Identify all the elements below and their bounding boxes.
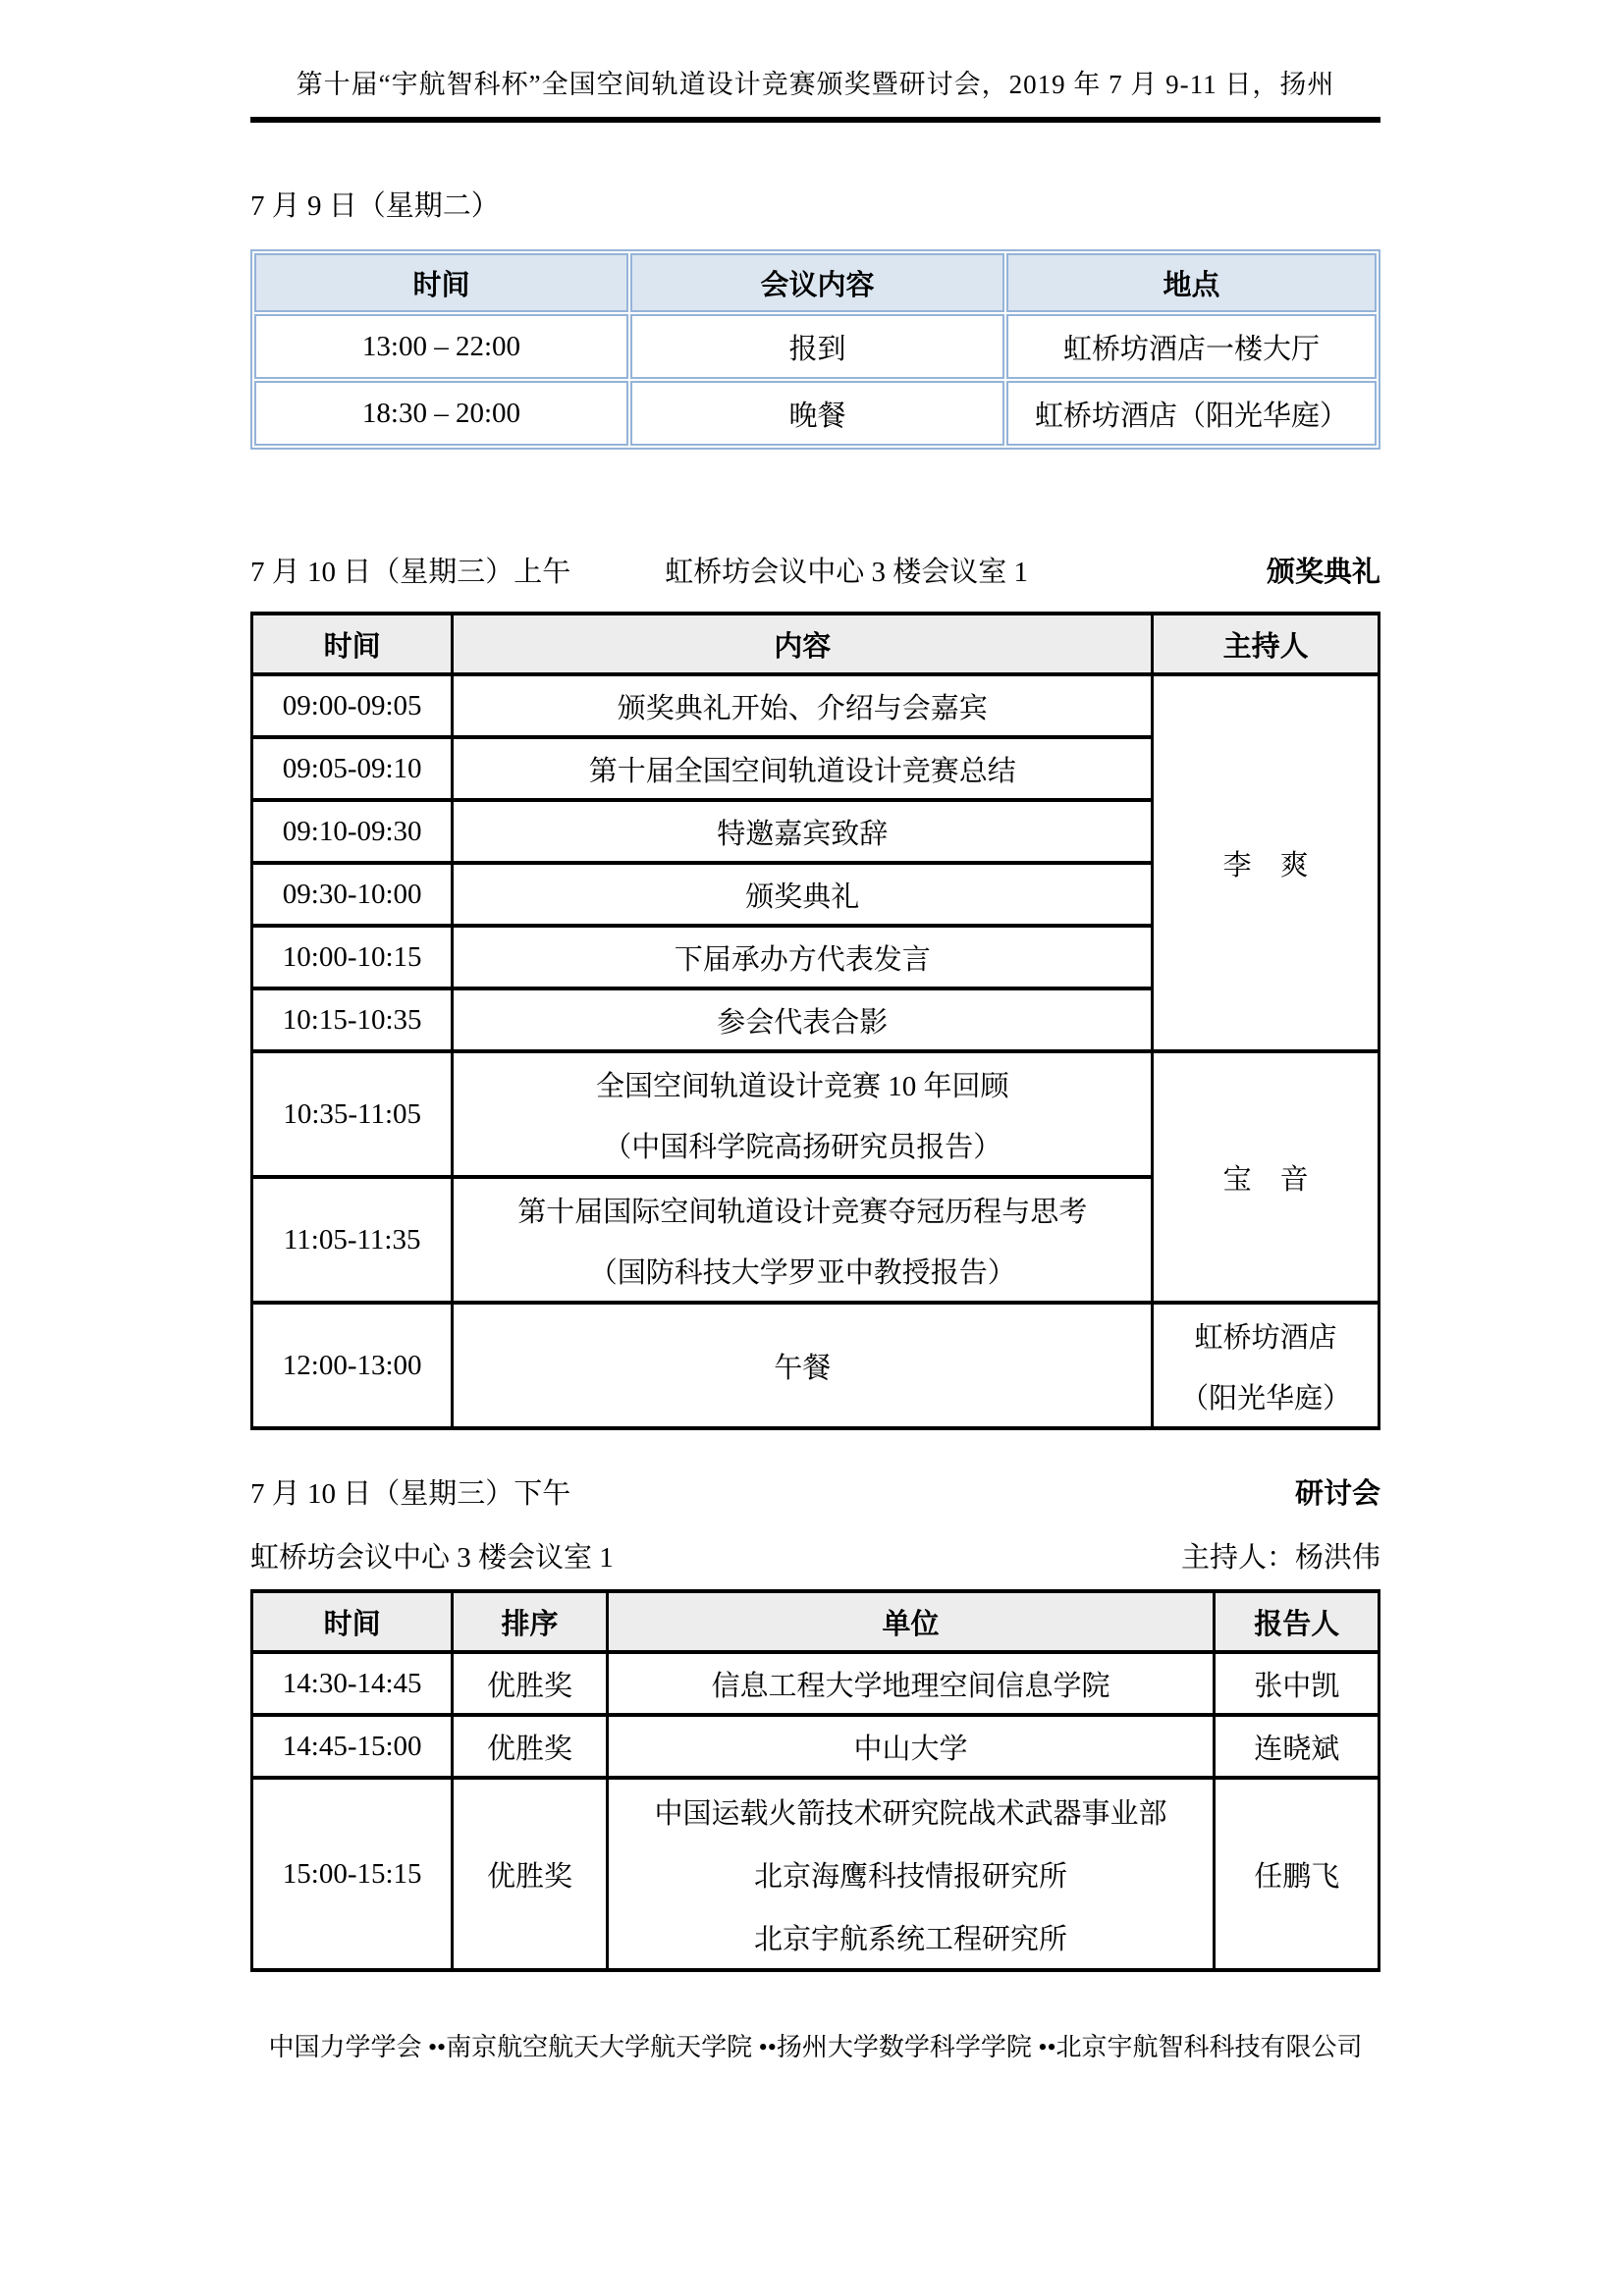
cell-time: 11:05-11:35 bbox=[252, 1177, 453, 1303]
organization-line: 中国运载火箭技术研究院战术武器事业部 bbox=[654, 1797, 1167, 1830]
cell-content bbox=[453, 1177, 1153, 1303]
col-header-time: 时间 bbox=[252, 1591, 453, 1652]
cell-time: 09:10-09:30 bbox=[252, 800, 453, 863]
page-header-title: 第十届“宇航智科杯”全国空间轨道设计竞赛颁奖暨研讨会，2019 年 7 月 9-11 日，扬州 bbox=[296, 70, 1335, 99]
cell-organization: 信息工程大学地理空间信息学院 bbox=[607, 1652, 1215, 1715]
cell-lunch-location bbox=[1153, 1303, 1380, 1428]
table-row bbox=[252, 1051, 1380, 1177]
location-line: （阳光华庭） bbox=[1180, 1382, 1352, 1415]
col-header-time: 时间 bbox=[254, 253, 628, 312]
table-row bbox=[252, 1652, 1380, 1715]
cell-location: 虹桥坊酒店一楼大厅 bbox=[1006, 314, 1377, 379]
ceremony-label: 颁奖典礼 bbox=[1266, 557, 1380, 588]
section-seminar-subtitle bbox=[250, 1535, 1380, 1575]
cell-award: 优胜奖 bbox=[453, 1715, 607, 1778]
cell-time: 14:30-14:45 bbox=[252, 1652, 453, 1715]
cell-time: 15:00-15:15 bbox=[252, 1778, 453, 1970]
seminar-date: 7 月 10 日（星期三）下午 bbox=[250, 1478, 571, 1510]
col-header-presenter: 报告人 bbox=[1215, 1591, 1380, 1652]
cell-organization: 中山大学 bbox=[607, 1715, 1215, 1778]
cell-organization bbox=[607, 1778, 1215, 1970]
ceremony-venue: 虹桥坊会议中心 3 楼会议室 1 bbox=[665, 557, 1029, 588]
table-header-row bbox=[254, 253, 1377, 312]
cell-award: 优胜奖 bbox=[453, 1778, 607, 1970]
cell-time: 09:30-10:00 bbox=[252, 863, 453, 926]
cell-content: 颁奖典礼 bbox=[453, 863, 1153, 926]
cell-content: 特邀嘉宾致辞 bbox=[453, 800, 1153, 863]
cell-moderator: 李 爽 bbox=[1153, 674, 1380, 1051]
cell-time: 09:05-09:10 bbox=[252, 737, 453, 800]
table-row bbox=[252, 1778, 1380, 1970]
cell-presenter: 张中凯 bbox=[1215, 1652, 1380, 1715]
cell-content: 午餐 bbox=[453, 1303, 1153, 1428]
col-header-meeting-content: 会议内容 bbox=[630, 253, 1004, 312]
seminar-schedule-table bbox=[250, 1589, 1380, 1972]
cell-location: 虹桥坊酒店（阳光华庭） bbox=[1006, 381, 1377, 446]
day1-schedule-table bbox=[250, 249, 1380, 450]
col-header-time: 时间 bbox=[252, 614, 453, 674]
organization-line: 北京海鹰科技情报研究所 bbox=[753, 1860, 1067, 1893]
cell-time: 09:00-09:05 bbox=[252, 674, 453, 737]
col-header-award-rank: 排序 bbox=[453, 1591, 607, 1652]
cell-time: 12:00-13:00 bbox=[252, 1303, 453, 1428]
cell-time: 10:15-10:35 bbox=[252, 988, 453, 1051]
cell-time: 13:00 – 22:00 bbox=[254, 314, 628, 379]
table-header-row bbox=[252, 1591, 1380, 1652]
seminar-label: 研讨会 bbox=[1294, 1478, 1380, 1510]
cell-time: 14:45-15:00 bbox=[252, 1715, 453, 1778]
table-row bbox=[252, 674, 1380, 737]
col-header-content: 内容 bbox=[453, 614, 1153, 674]
table-row bbox=[254, 381, 1377, 446]
header-rule bbox=[250, 117, 1380, 123]
cell-content: 第十届全国空间轨道设计竞赛总结 bbox=[453, 737, 1153, 800]
cell-content: 下届承办方代表发言 bbox=[453, 926, 1153, 988]
section-ceremony-title bbox=[250, 550, 1380, 590]
cell-time: 10:35-11:05 bbox=[252, 1051, 453, 1177]
cell-content bbox=[453, 1051, 1153, 1177]
table-row bbox=[252, 1303, 1380, 1428]
cell-time: 10:00-10:15 bbox=[252, 926, 453, 988]
content-line: 第十届国际空间轨道设计竞赛夺冠历程与思考 bbox=[517, 1196, 1088, 1228]
seminar-moderator: 主持人：杨洪伟 bbox=[1180, 1542, 1380, 1574]
cell-content: 晚餐 bbox=[630, 381, 1004, 446]
page-footer: 中国力学学会 ••南京航空航天大学航天学院 ••扬州大学数学科学学院 ••北京宇航智科科技有限公司 bbox=[268, 2033, 1363, 2061]
location-line: 虹桥坊酒店 bbox=[1194, 1321, 1337, 1354]
cell-moderator: 宝 音 bbox=[1153, 1051, 1380, 1303]
content-line: （国防科技大学罗亚中教授报告） bbox=[588, 1256, 1016, 1289]
ceremony-date: 7 月 10 日（星期三）上午 bbox=[250, 557, 571, 588]
col-header-organization: 单位 bbox=[607, 1591, 1215, 1652]
content-line: （中国科学院高扬研究员报告） bbox=[603, 1131, 1002, 1163]
table-row bbox=[252, 1715, 1380, 1778]
section-seminar-title bbox=[250, 1471, 1380, 1512]
cell-content: 颁奖典礼开始、介绍与会嘉宾 bbox=[453, 674, 1153, 737]
seminar-venue: 虹桥坊会议中心 3 楼会议室 1 bbox=[250, 1542, 614, 1574]
section-day1-title: 7 月 9 日（星期二） bbox=[250, 190, 500, 222]
col-header-moderator: 主持人 bbox=[1153, 614, 1380, 674]
ceremony-schedule-table bbox=[250, 612, 1380, 1430]
col-header-location: 地点 bbox=[1006, 253, 1377, 312]
content-line: 全国空间轨道设计竞赛 10 年回顾 bbox=[596, 1070, 1009, 1102]
organization-line: 北京宇航系统工程研究所 bbox=[753, 1923, 1067, 1955]
table-header-row bbox=[252, 614, 1380, 674]
page-content bbox=[250, 0, 1380, 2063]
table-row bbox=[254, 314, 1377, 379]
cell-award: 优胜奖 bbox=[453, 1652, 607, 1715]
cell-presenter: 连晓斌 bbox=[1215, 1715, 1380, 1778]
cell-content: 报到 bbox=[630, 314, 1004, 379]
cell-time: 18:30 – 20:00 bbox=[254, 381, 628, 446]
cell-content: 参会代表合影 bbox=[453, 988, 1153, 1051]
cell-presenter: 任鹏飞 bbox=[1215, 1778, 1380, 1970]
